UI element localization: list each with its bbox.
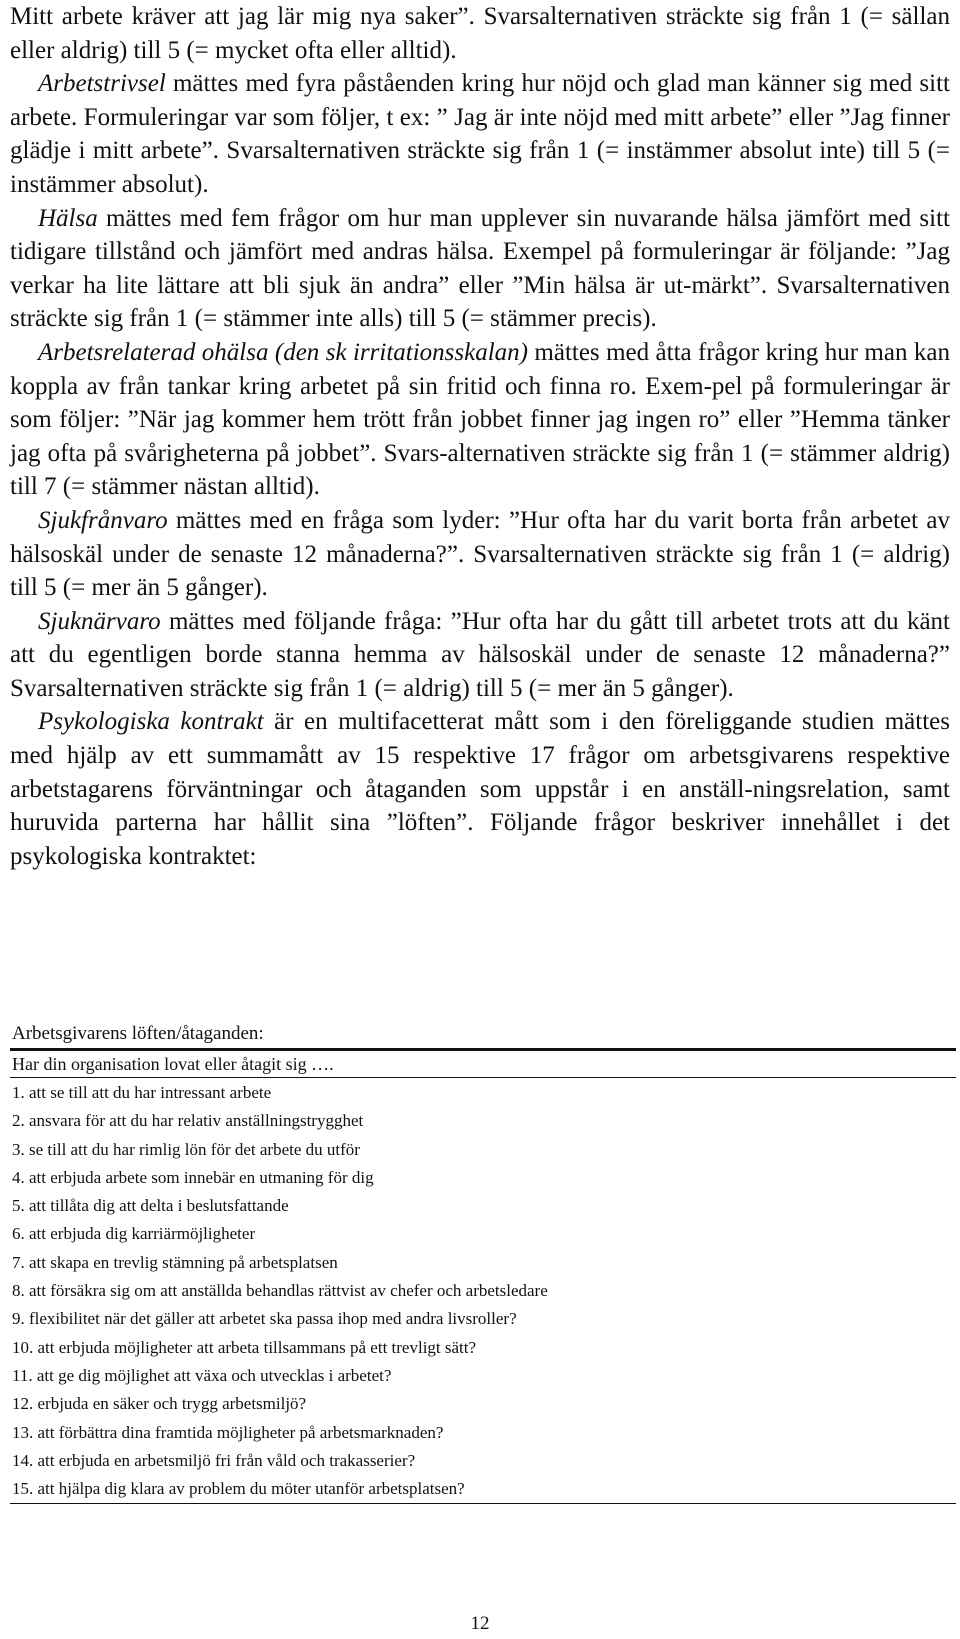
paragraph-text: mättes med följande fråga: ”Hur ofta har du gått till arbetet trots att du känt att du egentligen borde stanna hemma av hälsoskäl under de senaste 12 månaderna?” Svarsalternativen sträckte sig från 1 (= aldrig) till 5 (= mer än 5 gånger). [10, 607, 950, 702]
table-row: 5. att tillåta dig att delta i beslutsfattande [12, 1196, 289, 1216]
table-row: 12. erbjuda en säker och trygg arbetsmiljö? [12, 1394, 307, 1414]
body-text [10, 0, 950, 873]
table-row: 6. att erbjuda dig karriärmöjligheter [12, 1224, 256, 1244]
table-row: 4. att erbjuda arbete som innebär en utmaning för dig [12, 1167, 374, 1187]
table-row: 7. att skapa en trevlig stämning på arbetsplatsen [12, 1252, 338, 1272]
paragraph-text: är en multifacetterat mått som i den föreliggande studien mättes med hjälp av ett summamått av 15 respektive 17 frågor om arbetsgivarens respektive arbetstagarens förväntningar och åtaganden som uppstår i en anställ-ningsrelation, samt huruvida parterna har hållit sina ”löften”. Följande frågor beskriver innehållet i det psykologiska kontraktet: [10, 708, 950, 870]
page-number: 12 [470, 1613, 490, 1634]
table-row: 8. att försäkra sig om att anställda behandlas rättvist av chefer och arbetsledare [12, 1281, 548, 1301]
paragraph-text: mättes med fem frågor om hur man upplever sin nuvarande hälsa jämfört med sitt tidigare tillstånd och jämfört med andras hälsa. Exempel på formuleringar är följande: ”Jag verkar ha lite lättare att bli sjuk än andra” eller ”Min hälsa är ut-märkt”. Svarsalternativen sträckte sig från 1 (= stämmer inte alls) till 5 (= stämmer precis). [10, 204, 950, 333]
table-row: 15. att hjälpa dig klara av problem du möter utanför arbetsplatsen? [12, 1479, 465, 1499]
table-row: 13. att förbättra dina framtida möjligheter på arbetsmarknaden? [12, 1422, 444, 1442]
table-row: 11. att ge dig möjlighet att växa och utvecklas i arbetet? [12, 1365, 392, 1385]
table-row: 10. att erbjuda möjligheter att arbeta tillsammans på ett trevligt sätt? [12, 1337, 477, 1357]
paragraph-text: Mitt arbete kräver att jag lär mig nya saker”. Svarsalternativen sträckte sig från 1 (= sällan eller aldrig) till 5 (= mycket ofta eller alltid). [10, 3, 950, 64]
paragraph-term: Arbetsrelaterad ohälsa (den sk irritationsskalan) [38, 338, 528, 366]
paragraph [10, 0, 950, 67]
paragraph-text: mättes med en fråga som lyder: ”Hur ofta har du varit borta från arbetet av hälsoskäl under de senaste 12 månaderna?”. Svarsalternativen sträckte sig från 1 (= aldrig) till 5 (= mer än 5 gånger). [10, 506, 950, 602]
paragraph-text: mättes med åtta frågor kring hur man kan koppla av från tankar kring arbetet på sin fritid och finna ro. Exem-pel på formuleringar är som följer: ”När jag kommer hem trött från jobbet finner jag ingen ro” eller ”Hemma tänker jag ofta på svårigheterna på jobbet”. Svars-alternativen sträckte sig från 1 (= stämmer aldrig) till 7 (= stämmer nästan alltid). [10, 338, 950, 501]
table-row: 3. se till att du har rimlig lön för det arbete du utför [12, 1139, 360, 1159]
table-header: Har din organisation lovat eller åtagit sig …. [12, 1054, 334, 1074]
table-row: 9. flexibilitet när det gäller att arbetet ska passa ihop med andra livsroller? [12, 1309, 517, 1329]
promises-table [10, 1022, 956, 1504]
paragraph [10, 705, 950, 873]
table-caption: Arbetsgivarens löften/åtaganden: [12, 1023, 264, 1044]
table-row: 2. ansvara för att du har relativ anställningstrygghet [12, 1111, 364, 1131]
paragraph [10, 336, 950, 504]
table-row: 1. att se till att du har intressant arbete [12, 1083, 272, 1102]
table-bottom-rule [10, 1503, 956, 1504]
paragraph [10, 202, 950, 336]
table-item-list [10, 1078, 956, 1503]
paragraph-term: Arbetstrivsel [38, 70, 166, 98]
paragraph [10, 67, 950, 201]
paragraph-text: mättes med fyra påståenden kring hur nöjd och glad man känner sig med sitt arbete. Formuleringar var som följer, t ex: ” Jag är inte nöjd med mitt arbete” eller ”Jag finner glädje i mitt arbete”. Svarsalternativen sträckte sig från 1 (= instämmer absolut inte) till 5 (= instämmer absolut). [10, 70, 950, 198]
paragraph-term: Psykologiska kontrakt [38, 708, 264, 736]
table-row: 14. att erbjuda en arbetsmiljö fri från våld och trakasserier? [12, 1450, 416, 1470]
paragraph-term: Sjukfrånvaro [38, 506, 168, 534]
paragraph-term: Sjuknärvaro [38, 607, 161, 635]
paragraph [10, 605, 950, 706]
paragraph [10, 504, 950, 605]
paragraph-term: Hälsa [38, 204, 98, 232]
